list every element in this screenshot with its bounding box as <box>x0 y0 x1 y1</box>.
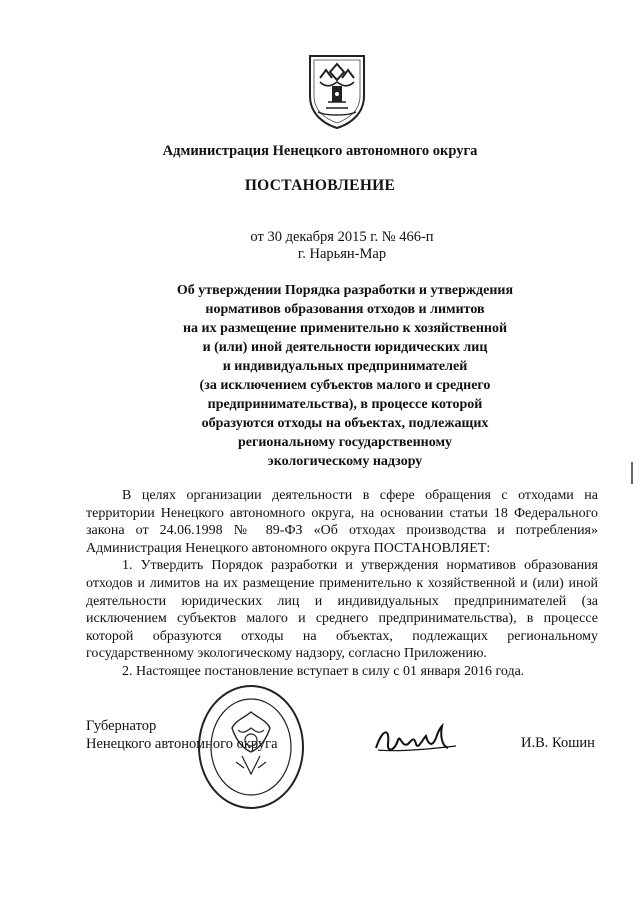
role-line-2: Ненецкого автономного округа <box>86 735 278 752</box>
document-type: ПОСТАНОВЛЕНИЕ <box>244 177 396 194</box>
title-line: (за исключением субъектов малого и среднего <box>199 378 491 393</box>
title-line: на их размещение применительно к хозяйственной <box>182 321 508 336</box>
title-line: и индивидуальных предпринимателей <box>222 359 468 374</box>
document-title <box>110 281 580 471</box>
title-line: и (или) иной деятельности юридических лиц <box>202 340 488 355</box>
date-number: от 30 декабря 2015 г. № 466-п <box>250 229 434 245</box>
title-line: образуются отходы на объектах, подлежащих <box>201 416 489 431</box>
signatory-name: И.В. Кошин <box>521 735 595 751</box>
official-stamp <box>196 682 306 812</box>
city: г. Нарьян-Мар <box>297 246 387 262</box>
item-1-paragraph: 1. Утвердить Порядок разработки и утверждения нормативов образования отходов и лимитов на их размещение применительно к хозяйственной и (или) иной деятельности юридических лиц и индивидуальных предпринимателей (за исключением субъектов малого и среднего предпринимательства), в процессе которой образуются отходы на объектах, подлежащих региональному государственному экологическому надзору, согласно Приложению. <box>86 558 598 662</box>
title-line: предпринимательства), в процессе которой <box>207 397 483 412</box>
preamble-paragraph: В целях организации деятельности в сфере обращения с отходами на территории Ненецкого автономного округа, на основании статьи 18 Федерального закона от 24.06.1998 № 89-ФЗ «Об отходах производства и потребления» Администрация Ненецкого автономного округа ПОСТАНОВЛЯЕТ: <box>86 488 598 556</box>
coat-of-arms-icon <box>304 52 370 130</box>
item-2-paragraph: 2. Настоящее постановление вступает в силу с 01 января 2016 года. <box>122 663 525 679</box>
organization-name: Администрация Ненецкого автономного округа <box>162 143 478 159</box>
margin-mark <box>629 462 635 484</box>
title-line: экологическому надзору <box>267 454 423 469</box>
document-body <box>86 487 598 681</box>
title-line: Об утверждении Порядка разработки и утверждения <box>176 283 514 298</box>
title-line: нормативов образования отходов и лимитов <box>205 302 485 317</box>
role-line-1: Губернатор <box>86 718 157 734</box>
title-line: региональному государственному <box>238 435 452 450</box>
handwritten-signature <box>372 722 462 758</box>
